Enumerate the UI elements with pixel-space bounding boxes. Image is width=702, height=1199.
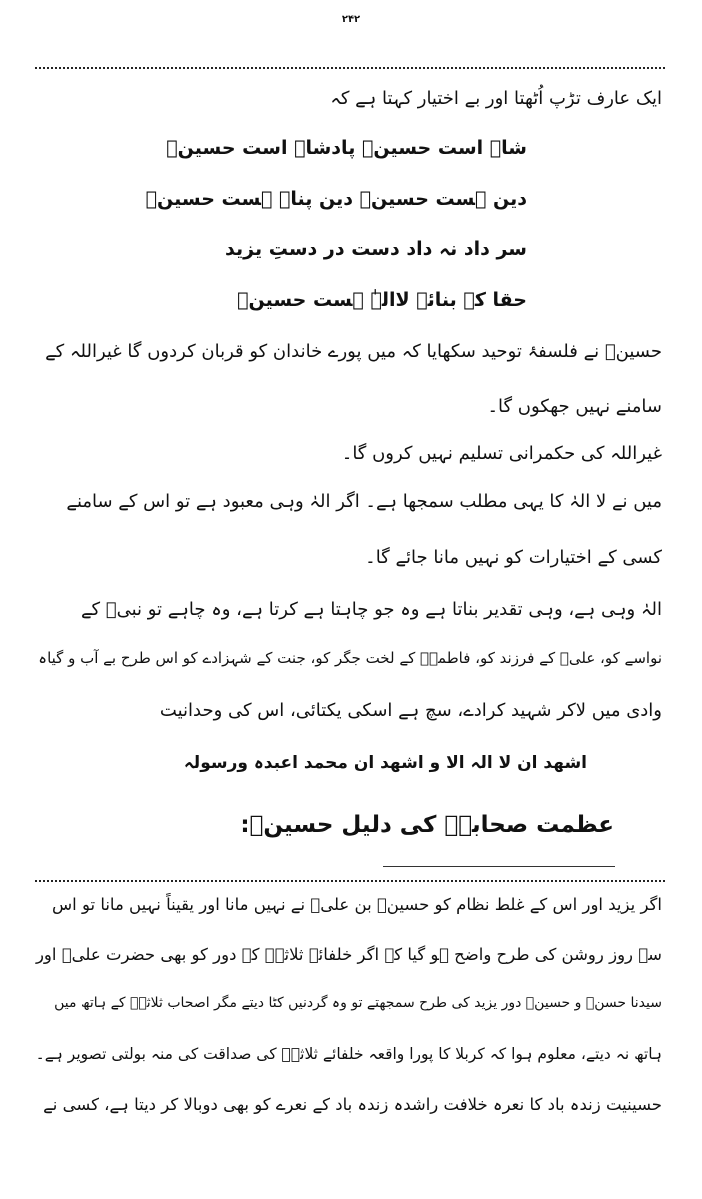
verse-line-1: شاہ است حسینؓ پادشاہ است حسینؓ [166, 137, 527, 159]
page-number: ۲۴۲ [341, 14, 361, 25]
paragraph-line: غیراللہ کی حکمرانی تسلیم نہیں کروں گا۔ [341, 443, 662, 464]
section-line: ہاتھ نہ دیتے، معلوم ہوا کہ کربلا کا پورا واقعہ خلفائے ثلاثہؓ کی صداقت کی منہ بولتی تصویر ہے۔ [35, 1045, 662, 1063]
heading-underline [383, 866, 615, 867]
paragraph-line: نواسے کو، علیؓ کے فرزند کو، فاطمہؓ کے لخت جگر کو، جنت کے شہزادے کو اس طرح بے آب و گیاہ [38, 649, 662, 667]
section-heading: عظمت صحابہؓ کی دلیل حسینؓ: [240, 812, 614, 838]
paragraph-line: حسینؓ نے فلسفۂ توحید سکھایا کہ میں پورے خاندان کو قربان کردوں گا غیراللہ کے [45, 341, 662, 362]
verse-line-2: دین ہست حسینؓ دین پناہ ہست حسینؓ [145, 188, 527, 210]
section-divider [35, 880, 665, 882]
section-line: حسینیت زندہ باد کا نعرہ خلافت راشدہ زندہ باد کے نعرے کو بھی دوبالا کر دیتا ہے، کسی نے [43, 1095, 662, 1114]
verse-line-4: حقا کہ بنائے لاالہٰ ہست حسینؓ [237, 289, 527, 311]
paragraph-line: وادی میں لاکر شہید کرادے، سچ ہے اسکی یکتائی، اس کی وحدانیت [159, 700, 662, 721]
section-line: اگر یزید اور اس کے غلط نظام کو حسینؓ بن علیؓ نے نہیں مانا اور یقیناً نہیں مانا تو اس [51, 895, 662, 914]
intro-line: ایک عارف تڑپ اُٹھتا اور بے اختیار کہتا ہے کہ [330, 88, 662, 109]
paragraph-line: میں نے لا الہٰ کا یہی مطلب سمجھا ہے۔ اگر الہٰ وہی معبود ہے تو اس کے سامنے [66, 491, 662, 512]
header-divider [35, 67, 665, 69]
verse-line-3: سر داد نہ داد دست در دستِ یزید [225, 238, 527, 260]
kalima-line: اشھد ان لا الہ الا و اشھد ان محمد اعبدہ ورسولہ [183, 753, 587, 773]
paragraph-line: سامنے نہیں جھکوں گا۔ [487, 396, 662, 417]
section-line: سے روز روشن کی طرح واضح ہو گیا کہ اگر خلفائے ثلاثہؓ کے دور کو بھی حضرت علیؓ اور [35, 945, 662, 964]
paragraph-line: الہٰ وہی ہے، وہی تقدیر بناتا ہے وہ جو چاہتا ہے کرتا ہے، وہ چاہے تو نبیؐ کے [80, 599, 662, 620]
paragraph-line: کسی کے اختیارات کو نہیں مانا جائے گا۔ [365, 547, 662, 568]
section-line: سیدنا حسنؓ و حسینؓ دور یزید کی طرح سمجھتے تو وہ گردنیں کٹا دیتے مگر اصحاب ثلاثہؓ کے ہاتھ میں [54, 995, 662, 1011]
